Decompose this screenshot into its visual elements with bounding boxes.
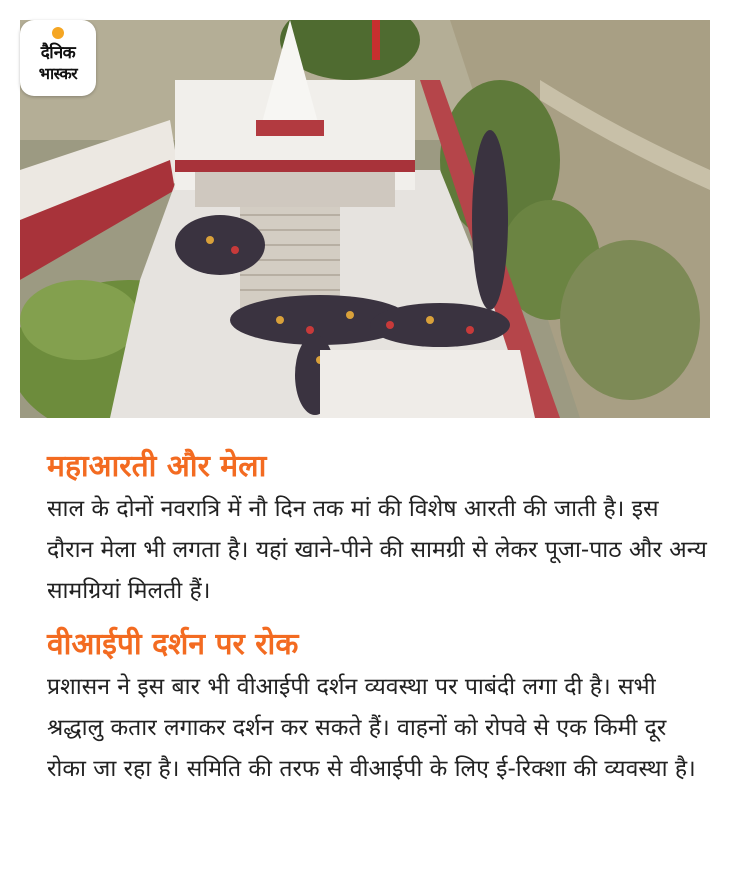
temple-photo <box>20 20 710 418</box>
section-paragraph: साल के दोनों नवरात्रि में नौ दिन तक मां की विशेष आरती की जाती है। इस दौरान मेला भी लगता है। यहां खाने-पीने की सामग्री से लेकर पूजा-पाठ और अन्य सामग्रियां मिलती हैं। <box>47 496 707 604</box>
temple-aerial-image <box>20 20 710 418</box>
logo-text-line2: भास्कर <box>38 64 78 83</box>
section-mahaarti <box>47 448 707 612</box>
logo-text-line1: दैनिक <box>40 43 76 63</box>
dainik-bhaskar-logo <box>20 20 96 96</box>
section-vip-darshan <box>47 626 707 790</box>
section-heading: वीआईपी दर्शन पर रोक <box>47 627 299 662</box>
sun-icon <box>52 27 64 39</box>
section-heading: महाआरती और मेला <box>47 449 267 484</box>
article-body <box>47 448 707 790</box>
section-paragraph: प्रशासन ने इस बार भी वीआईपी दर्शन व्यवस्था पर पाबंदी लगा दी है। सभी श्रद्धालु कतार लगाकर दर्शन कर सकते हैं। वाहनों को रोपवे से एक किमी दूर रोका जा रहा है। समिति की तरफ से वीआईपी के लिए ई-रिक्शा की व्यवस्था है। <box>47 674 696 782</box>
